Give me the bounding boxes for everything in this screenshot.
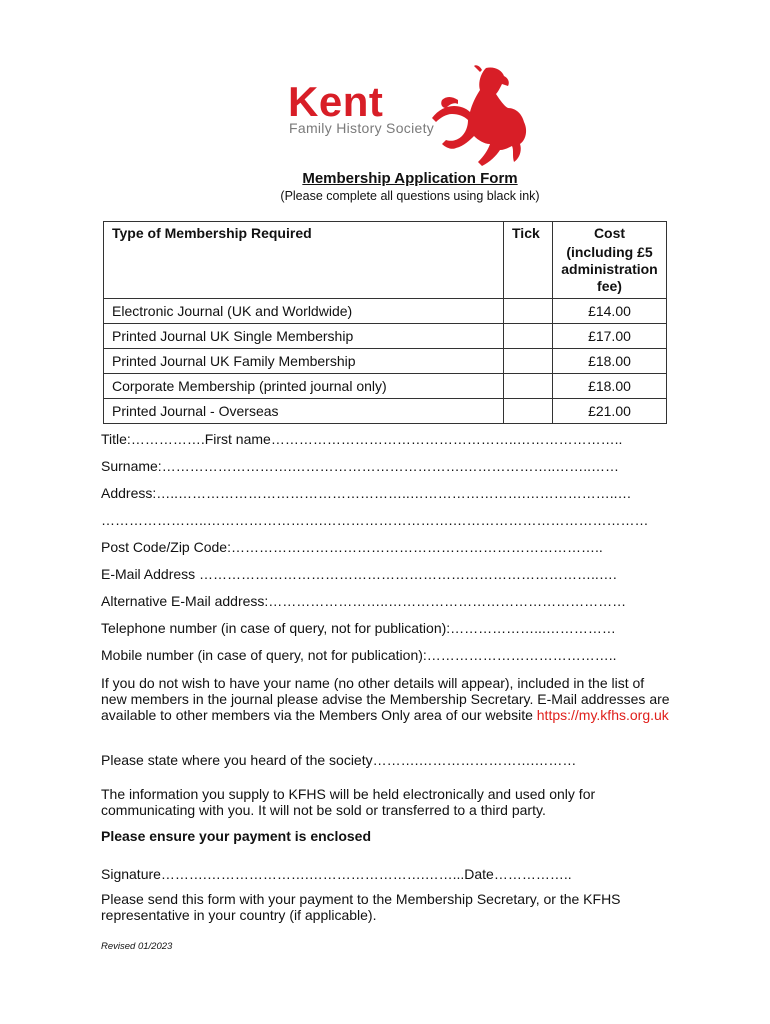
telephone-field[interactable]: Telephone number (in case of query, not for publication):………………...……………	[101, 620, 616, 636]
payment-reminder: Please ensure your payment is enclosed	[101, 828, 372, 844]
email-field[interactable]: E-Mail Address …………………………………………………………………………..….	[101, 566, 617, 582]
heard-about-field[interactable]: Please state where you heard of the society……….…………………….………	[101, 752, 577, 768]
membership-cost: £18.00	[553, 349, 667, 374]
membership-type: Printed Journal - Overseas	[104, 399, 504, 424]
surname-field[interactable]: Surname:……………………….……………………………….………………..……..……	[101, 458, 620, 474]
membership-type: Electronic Journal (UK and Worldwide)	[104, 299, 504, 324]
membership-cost: £14.00	[553, 299, 667, 324]
tick-box[interactable]	[504, 324, 553, 349]
website-link[interactable]: https://my.kfhs.org.uk	[536, 707, 669, 723]
form-title: Membership Application Form	[302, 170, 518, 187]
tick-box[interactable]	[504, 399, 553, 424]
address-field[interactable]: Address:…..…………………………………………..…………………….………………..…	[101, 485, 632, 501]
header-cost-label: Cost	[593, 225, 626, 241]
mobile-field[interactable]: Mobile number (in case of query, not for publication):…………………………………..	[101, 647, 617, 663]
table-row	[104, 324, 667, 349]
send-instructions: Please send this form with your payment to the Membership Secretary, or the KFHS representative in your country (if applicable).	[101, 891, 621, 923]
privacy-statement: The information you supply to KFHS will be held electronically and used only for communicating with you. It will not be sold or transferred to a third party.	[101, 786, 596, 818]
membership-type: Corporate Membership (printed journal only)	[104, 374, 504, 399]
alt-email-field[interactable]: Alternative E-Mail address:……………………..……………………………………………	[101, 593, 627, 609]
header-type: Type of Membership Required	[104, 222, 504, 299]
table-row	[104, 374, 667, 399]
membership-cost: £17.00	[553, 324, 667, 349]
header-cost	[553, 222, 667, 299]
postcode-field[interactable]: Post Code/Zip Code:……………………………………………………………………..	[101, 539, 603, 555]
table-row	[104, 399, 667, 424]
form-subtitle: (Please complete all questions using black ink)	[280, 189, 540, 203]
signature-date-field[interactable]: Signature……….………………….…………………….……...Date……………..	[101, 866, 572, 882]
header-cost-note: (including £5 administration fee)	[561, 244, 658, 294]
name-note-text: If you do not wish to have your name (no other details will appear), included in the list of new members in the journal please advise the Membership Secretary. E-Mail addresses are available to other members via the Members Only area of our website	[101, 675, 670, 723]
table-header-row	[104, 222, 667, 299]
tick-box[interactable]	[504, 374, 553, 399]
membership-cost: £21.00	[553, 399, 667, 424]
logo-subtitle: Family History Society	[289, 120, 435, 136]
name-privacy-note	[101, 675, 671, 723]
logo-wordmark: Kent	[288, 78, 384, 125]
kfhs-logo	[286, 64, 536, 174]
membership-table	[103, 221, 667, 424]
membership-type: Printed Journal UK Family Membership	[104, 349, 504, 374]
title-first-name-field[interactable]: Title:…………….First name……………………………………………..…………………..	[101, 431, 623, 447]
revision-note: Revised 01/2023	[101, 941, 173, 952]
tick-box[interactable]	[504, 349, 553, 374]
membership-cost: £18.00	[553, 374, 667, 399]
header-tick: Tick	[504, 222, 553, 299]
horse-icon	[424, 64, 534, 174]
table-row	[104, 349, 667, 374]
tick-box[interactable]	[504, 299, 553, 324]
membership-type: Printed Journal UK Single Membership	[104, 324, 504, 349]
table-row	[104, 299, 667, 324]
address-line-2-field[interactable]: …………………..…………………….……………………….……………………………………	[101, 512, 649, 528]
